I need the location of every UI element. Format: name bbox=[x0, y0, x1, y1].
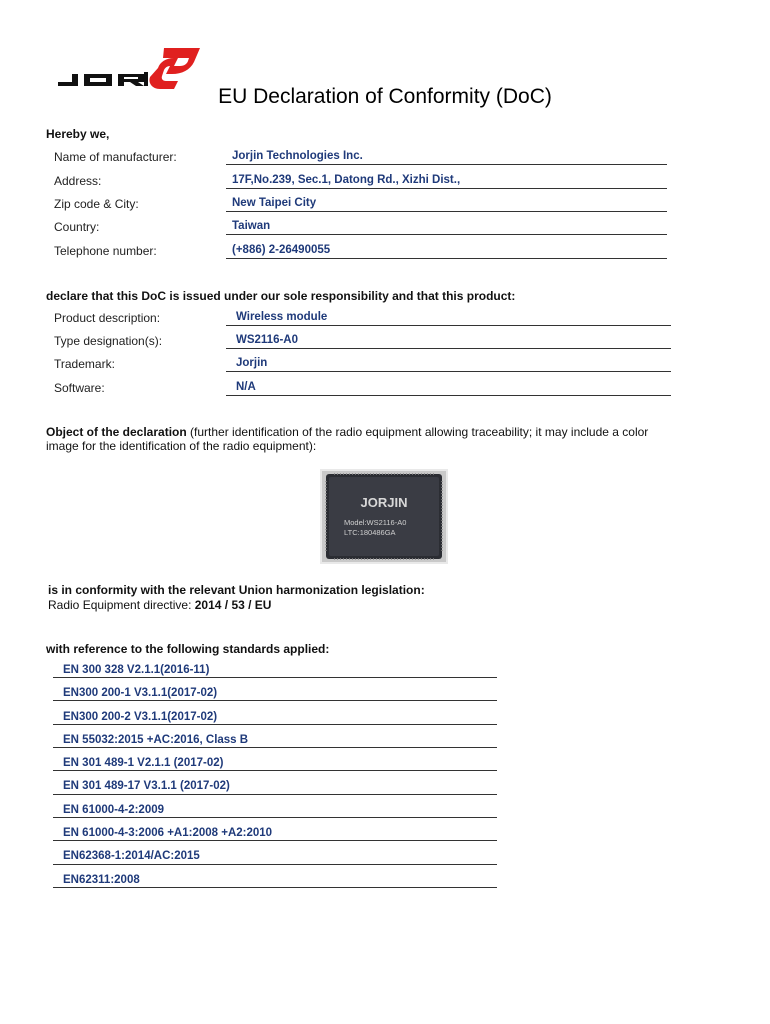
underline bbox=[226, 395, 671, 396]
standard-item: EN 301 489-1 V2.1.1 (2017-02) bbox=[63, 757, 224, 769]
object-line-1 bbox=[46, 425, 648, 439]
software-value: N/A bbox=[236, 381, 256, 393]
field-label: Software: bbox=[54, 381, 105, 395]
standard-item: EN 61000-4-2:2009 bbox=[63, 804, 165, 816]
underline bbox=[226, 325, 671, 326]
telephone-value: (+886) 2-26490055 bbox=[232, 244, 331, 256]
country-value: Taiwan bbox=[232, 220, 271, 232]
trademark-value: Jorjin bbox=[236, 357, 268, 369]
jorjin-logo bbox=[54, 44, 204, 90]
field-label: Type designation(s): bbox=[54, 334, 163, 348]
field-label: Trademark: bbox=[54, 357, 115, 371]
chip-photo bbox=[320, 469, 448, 564]
underline bbox=[226, 164, 667, 165]
standard-item: EN 301 489-17 V3.1.1 (2017-02) bbox=[63, 780, 230, 792]
standard-item: EN300 200-2 V3.1.1(2017-02) bbox=[63, 711, 218, 723]
product-image bbox=[320, 469, 448, 564]
underline bbox=[53, 840, 497, 841]
underline bbox=[226, 371, 671, 372]
zip-city-value: New Taipei City bbox=[232, 197, 317, 209]
underline bbox=[53, 747, 497, 748]
directive-line bbox=[48, 598, 271, 612]
field-label: Name of manufacturer: bbox=[54, 150, 177, 164]
page-title: EU Declaration of Conformity (DoC) bbox=[218, 85, 552, 108]
field-label: Product description: bbox=[54, 311, 161, 325]
underline bbox=[53, 864, 497, 865]
underline bbox=[53, 677, 497, 678]
underline bbox=[226, 188, 667, 189]
field-label: Zip code & City: bbox=[54, 197, 139, 211]
object-description: (further identification of the radio equipment allowing traceability; it may include a color bbox=[186, 425, 649, 439]
object-heading: Object of the declaration bbox=[46, 425, 187, 439]
standard-item: EN62368-1:2014/AC:2015 bbox=[63, 850, 200, 862]
product-description-value: Wireless module bbox=[236, 311, 328, 323]
address-value: 17F,No.239, Sec.1, Datong Rd., Xizhi Dist., bbox=[232, 174, 461, 186]
manufacturer-name-value: Jorjin Technologies Inc. bbox=[232, 150, 363, 162]
object-line-2: image for the identification of the radio equipment): bbox=[46, 439, 317, 453]
standard-item: EN 55032:2015 +AC:2016, Class B bbox=[63, 734, 249, 746]
conformity-heading: is in conformity with the relevant Union harmonization legislation: bbox=[48, 583, 425, 597]
directive-value: 2014 / 53 / EU bbox=[194, 598, 272, 612]
chip-brand: JORJIN bbox=[360, 495, 408, 510]
intro-text: Hereby we, bbox=[46, 127, 110, 141]
underline bbox=[226, 258, 667, 259]
field-label: Telephone number: bbox=[54, 244, 157, 258]
underline bbox=[226, 348, 671, 349]
standards-heading: with reference to the following standards applied: bbox=[46, 642, 330, 656]
underline bbox=[53, 817, 497, 818]
underline bbox=[53, 724, 497, 725]
standard-item: EN 300 328 V2.1.1(2016-11) bbox=[63, 664, 210, 676]
standard-item: EN300 200-1 V3.1.1(2017-02) bbox=[63, 687, 218, 699]
declare-heading: declare that this DoC is issued under our sole responsibility and that this product: bbox=[46, 289, 516, 303]
underline bbox=[226, 211, 667, 212]
underline bbox=[53, 794, 497, 795]
standard-item: EN 61000-4-3:2006 +A1:2008 +A2:2010 bbox=[63, 827, 273, 839]
standard-item: EN62311:2008 bbox=[63, 874, 140, 886]
field-label: Country: bbox=[54, 220, 100, 234]
directive-label: Radio Equipment directive: bbox=[48, 598, 195, 612]
underline bbox=[53, 770, 497, 771]
underline bbox=[53, 887, 497, 888]
field-label: Address: bbox=[54, 174, 102, 188]
type-designation-value: WS2116-A0 bbox=[236, 334, 299, 346]
chip-model: Model:WS2116-A0 bbox=[344, 518, 407, 527]
underline bbox=[53, 700, 497, 701]
chip-ltc: LTC:180486GA bbox=[344, 528, 396, 537]
underline bbox=[226, 234, 667, 235]
logo-swirl-icon bbox=[149, 48, 200, 89]
